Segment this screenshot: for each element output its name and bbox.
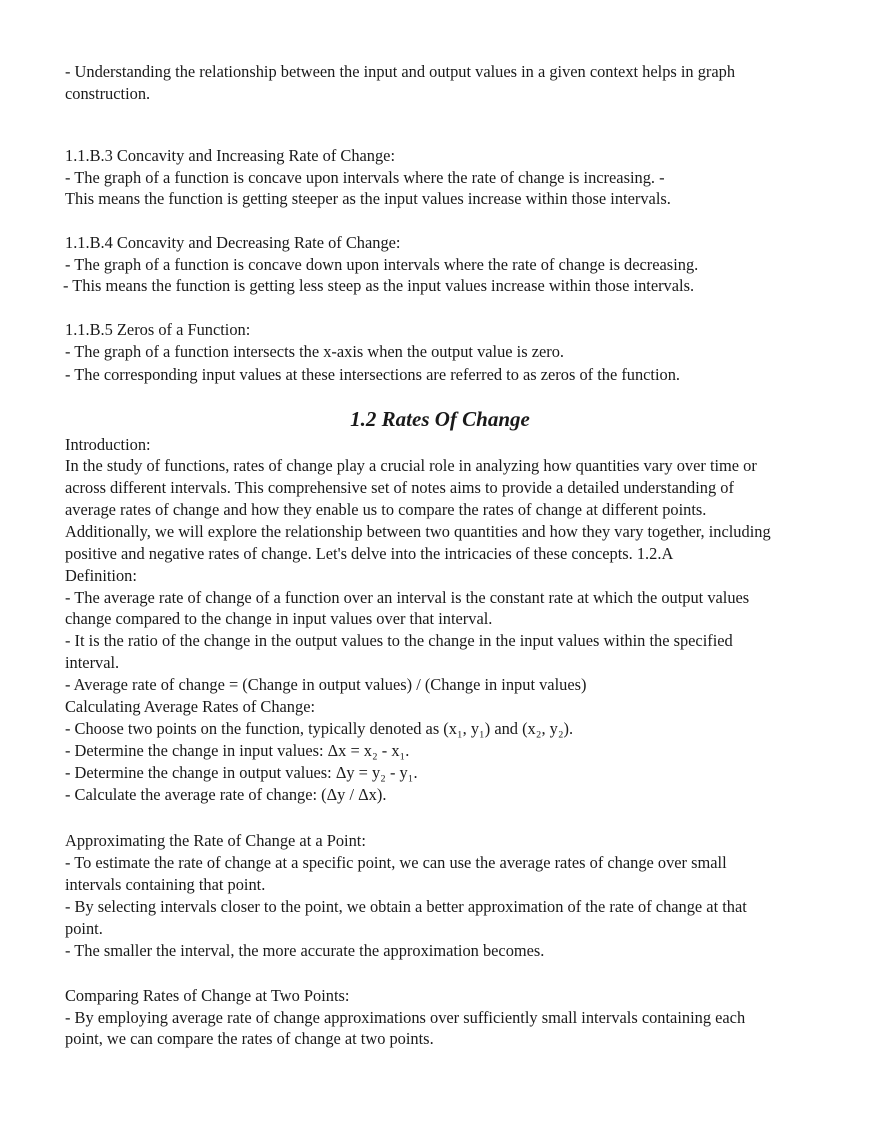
text-line-25: - Choose two points on the function, typically denoted as (x₁, y₁) and (x₂, y₂). [65, 719, 574, 738]
definition-label: Definition: [65, 566, 137, 585]
text-line-30: - To estimate the rate of change at a specific point, we can use the average rates of change over small [65, 853, 727, 872]
text-line-23: - Average rate of change = (Change in output values) / (Change in input values) [65, 675, 587, 694]
text-line-7: - The graph of a function is concave down upon intervals where the rate of change is decreasing. [65, 255, 699, 274]
text-line-33: point. [65, 919, 103, 938]
text-line-21: - It is the ratio of the change in the output values to the change in the input values within the specified [65, 631, 733, 650]
text-line-13: In the study of functions, rates of change play a crucial role in analyzing how quantities vary over time or [65, 456, 757, 475]
approximating-label: Approximating the Rate of Change at a Point: [65, 831, 366, 850]
text-line-16: Additionally, we will explore the relationship between two quantities and how they vary together, including [65, 522, 771, 541]
text-line-22: interval. [65, 653, 120, 672]
text-line-10: - The graph of a function intersects the x-axis when the output value is zero. [65, 342, 565, 361]
text-line-17: positive and negative rates of change. Let's delve into the intricacies of these concepts. 1.2.A [65, 544, 674, 563]
subsection-title-zeros: 1.1.B.5 Zeros of a Function: [65, 320, 251, 339]
text-line-32: - By selecting intervals closer to the point, we obtain a better approximation of the rate of change at that [65, 897, 747, 916]
introduction-label: Introduction: [65, 435, 151, 454]
text-line-11: - The corresponding input values at these intersections are referred to as zeros of the function. [65, 365, 681, 384]
text-line-28: - Calculate the average rate of change: (Δy / Δx). [65, 785, 387, 804]
subsection-title-concavity-increasing: 1.1.B.3 Concavity and Increasing Rate of Change: [65, 146, 396, 165]
text-line-5: This means the function is getting steeper as the input values increase within those intervals. [65, 189, 671, 208]
text-line-14: across different intervals. This comprehensive set of notes aims to provide a detailed understanding of [65, 478, 734, 497]
text-line-26: - Determine the change in input values: Δx = x₂ - x₁. [65, 741, 410, 760]
comparing-label: Comparing Rates of Change at Two Points: [65, 986, 350, 1005]
text-line-19: - The average rate of change of a function over an interval is the constant rate at which the output values [65, 588, 750, 607]
text-line-2: construction. [65, 84, 151, 103]
section-heading: 1.2 Rates Of Change [350, 407, 530, 431]
text-line-37: point, we can compare the rates of change at two points. [65, 1029, 434, 1048]
text-line-34: - The smaller the interval, the more accurate the approximation becomes. [65, 941, 545, 960]
subsection-title-concavity-decreasing: 1.1.B.4 Concavity and Decreasing Rate of Change: [65, 233, 401, 252]
text-line-20: change compared to the change in input values over that interval. [65, 609, 493, 628]
text-line-31: intervals containing that point. [65, 875, 266, 894]
text-line-15: average rates of change and how they enable us to compare the rates of change at different points. [65, 500, 707, 519]
text-line-4: - The graph of a function is concave upon intervals where the rate of change is increasing. - [65, 168, 665, 187]
text-line-1: - Understanding the relationship between the input and output values in a given context helps in graph [65, 62, 736, 81]
text-line-27: - Determine the change in output values: Δy = y₂ - y₁. [65, 763, 418, 782]
text-line-8: - This means the function is getting less steep as the input values increase within those intervals. [63, 276, 695, 295]
text-line-36: - By employing average rate of change approximations over sufficiently small intervals containing each [65, 1008, 746, 1027]
calculating-label: Calculating Average Rates of Change: [65, 697, 316, 716]
